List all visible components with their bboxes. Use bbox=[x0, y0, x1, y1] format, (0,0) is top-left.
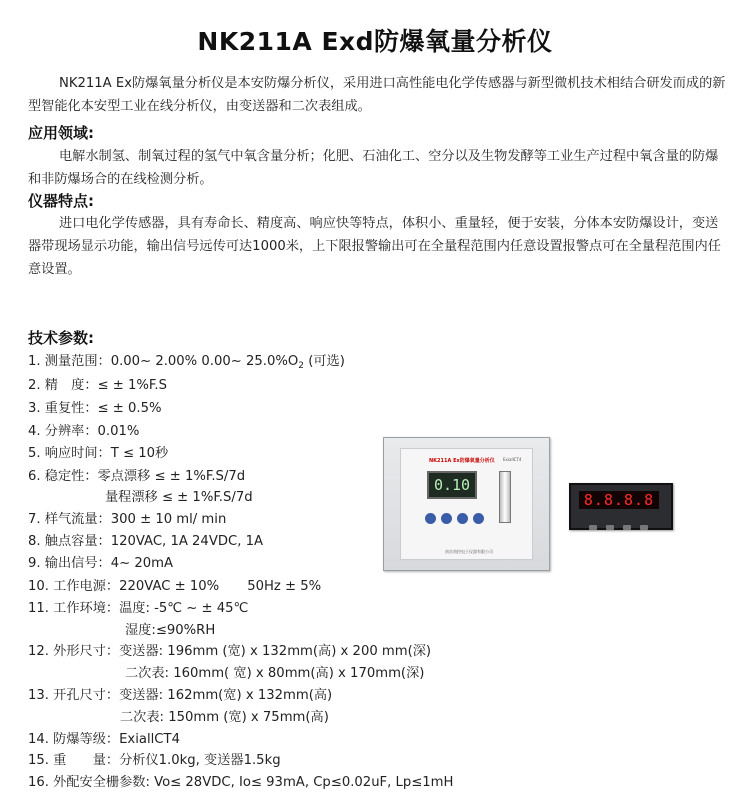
panel-button-3 bbox=[457, 513, 468, 524]
spec-weight: 15. 重 量：分析仪1.0kg, 变送器1.5kg bbox=[28, 753, 281, 768]
spec-measure-range-optional: (可选) bbox=[304, 354, 345, 369]
spec-power-frequency: 50Hz ± 5% bbox=[247, 579, 322, 594]
spec-dimensions: 12. 外形尺寸：变送器: 196mm (宽) x 132mm(高) x 200 mm(深) bbox=[28, 644, 432, 659]
intro-paragraph: NK211A Ex防爆氧量分析仪是本安防爆分析仪，采用进口高性能电化学传感器与新型微机技术相结合研发而成的新型智能化本安型工业在线分析仪，由变送器和二次表组成。 bbox=[28, 76, 726, 114]
spec-cutout-secondary: 二次表: 150mm (宽) x 75mm(高) bbox=[120, 710, 329, 725]
meter-key-4 bbox=[640, 525, 648, 530]
transmitter-front-panel bbox=[400, 448, 533, 560]
spec-environment: 11. 工作环境：温度: -5℃ ~ ± 45℃ bbox=[28, 601, 249, 616]
features-paragraph: 进口电化学传感器，具有寿命长、精度高、响应快等特点，体积小、重量轻，便于安装，分体本安防爆设计，变送器带现场显示功能，输出信号远传可达1000米，上下限报警输出可在全量程范围内任意设置报警点可在全量程范围内任意设置。 bbox=[28, 216, 721, 277]
specs-heading: 技术参数: bbox=[28, 329, 94, 347]
panel-button-2 bbox=[441, 513, 452, 524]
spec-environment-humidity: 湿度:≤90%RH bbox=[125, 623, 216, 638]
spec-repeatability: 3. 重复性：≤ ± 0.5% bbox=[28, 401, 162, 416]
spec-accuracy: 2. 精 度：≤ ± 1%F.S bbox=[28, 378, 167, 393]
transmitter-panel-brand: ExiallCT4 bbox=[503, 457, 522, 462]
secondary-meter-image bbox=[569, 483, 673, 530]
spec-measure-range-subscript: 2 bbox=[298, 361, 305, 371]
spec-safety-barrier: 16. 外配安全栅参数: Vo≤ 28VDC, Io≤ 93mA, Cp≤0.02uF, Lp≤1mH bbox=[28, 775, 454, 790]
spec-measure-range bbox=[28, 350, 345, 371]
features-heading: 仪器特点: bbox=[28, 192, 94, 210]
spec-stability: 6. 稳定性：零点漂移 ≤ ± 1%F.S/7d bbox=[28, 469, 246, 484]
transmitter-panel-title: NK211A Ex防爆氧量分析仪 bbox=[429, 458, 495, 464]
transmitter-lcd-display: 0.10 bbox=[427, 471, 477, 499]
transmitter-panel-footer: 南京南控电子仪器有限公司 bbox=[445, 549, 493, 554]
spec-power bbox=[28, 575, 321, 594]
transmitter-buttons bbox=[425, 509, 489, 528]
transmitter-image bbox=[383, 437, 550, 571]
spec-explosion-grade: 14. 防爆等级：ExiallCT4 bbox=[28, 732, 180, 747]
meter-key-1 bbox=[589, 525, 597, 530]
spec-measure-range-text: 1. 测量范围：0.00~ 2.00% 0.00~ 25.0%O bbox=[28, 354, 299, 369]
application-heading: 应用领域: bbox=[28, 124, 94, 142]
spec-response-time: 5. 响应时间：T ≤ 10秒 bbox=[28, 446, 169, 461]
meter-key-2 bbox=[606, 525, 614, 530]
spec-output-signal: 9. 输出信号：4~ 20mA bbox=[28, 556, 173, 571]
application-paragraph: 电解水制氢、制氧过程的氢气中氧含量分析；化肥、石油化工、空分以及生物发酵等工业生产过程中氧含量的防爆和非防爆场合的在线检测分析。 bbox=[28, 149, 719, 187]
flowmeter-tube bbox=[499, 471, 511, 523]
spec-cutout: 13. 开孔尺寸：变送器: 162mm(宽) x 132mm(高) bbox=[28, 688, 333, 703]
spec-contact-capacity: 8. 触点容量：120VAC, 1A 24VDC, 1A bbox=[28, 534, 264, 549]
page-title: NK211A Exd防爆氧量分析仪 bbox=[197, 27, 553, 56]
meter-keys bbox=[589, 515, 657, 534]
panel-button-1 bbox=[425, 513, 436, 524]
meter-key-3 bbox=[623, 525, 631, 530]
spec-dimensions-secondary: 二次表: 160mm( 宽) x 80mm(高) x 170mm(深) bbox=[125, 666, 425, 681]
panel-button-4 bbox=[473, 513, 484, 524]
spec-stability-span: 量程漂移 ≤ ± 1%F.S/7d bbox=[105, 490, 253, 505]
spec-resolution: 4. 分辨率：0.01% bbox=[28, 424, 140, 439]
spec-power-voltage: 10. 工作电源：220VAC ± 10% bbox=[28, 579, 220, 594]
meter-led-display: 8.8.8.8 bbox=[579, 491, 659, 509]
spec-sample-flow: 7. 样气流量：300 ± 10 ml/ min bbox=[28, 512, 227, 527]
